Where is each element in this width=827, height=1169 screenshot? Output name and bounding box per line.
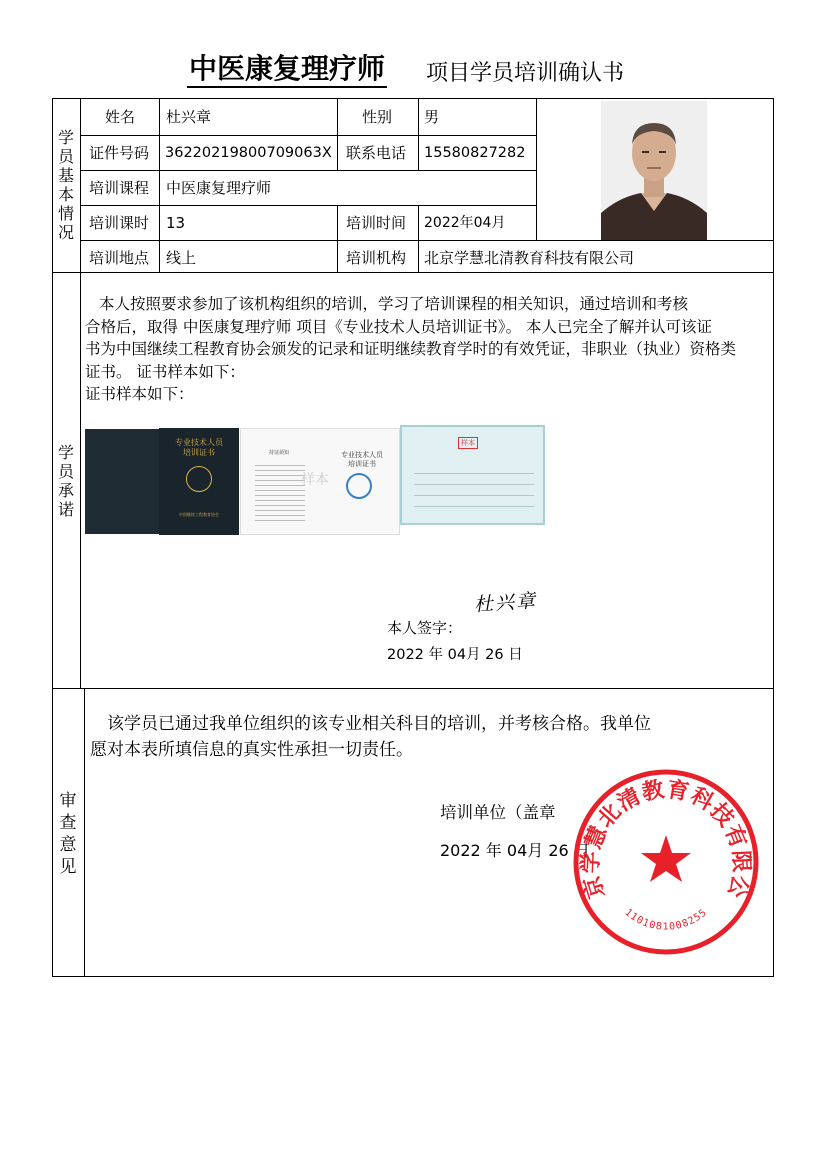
course-label: 培训课程	[89, 179, 150, 197]
certificate-back-cover	[85, 429, 161, 534]
student-photo	[601, 101, 707, 240]
place-value: 线上	[166, 249, 197, 267]
svg-text:1101081008255	[622, 907, 709, 933]
org-value: 北京学慧北清教育科技有限公司	[424, 249, 635, 267]
name-label: 姓名	[105, 108, 136, 126]
commitment-text: 本人按照要求参加了该机构组织的培训，学习了培训课程的相关知识，通过培训和考核 合格后，取得 中医康复理疗师 项目《专业技术人员培训证书》。 本人已完全了解并认可该证 书为中国继续工程教育协会颁发的记录和证明继续教育学时的有效凭证，非职业（执业）资格类 证书。 证书样本如下： 证书样本如下：	[85, 293, 775, 406]
training-unit-label: 培训单位（盖章	[440, 803, 556, 822]
time-value: 2022年04月	[424, 215, 506, 231]
section-label-student-info: 学 员 基 本 情 况	[57, 128, 74, 242]
commitment-date: 2022 年 04月 26 日	[387, 647, 523, 663]
handwritten-signature: 杜兴章	[473, 589, 538, 617]
certificate-inner-pages: 持证须知 专业技术人员 培训证书 样本	[240, 428, 400, 535]
svg-text:北京学慧北清教育科技有限公司	[571, 767, 754, 902]
phone-value: 15580827282	[424, 145, 526, 161]
page-subtitle: 项目学员培训确认书	[426, 61, 625, 86]
section-label-review: 审 查 意 见	[59, 791, 77, 877]
sample-tag: 样本	[458, 437, 478, 449]
id-label: 证件号码	[89, 144, 150, 162]
seal-text: 京学慧北清教育科技有限公	[577, 776, 755, 902]
seal-star-icon	[641, 835, 691, 882]
course-value: 中医康复理疗师	[166, 179, 272, 197]
place-label: 培训地点	[89, 249, 150, 267]
hours-label: 培训课时	[89, 214, 150, 232]
org-label: 培训机构	[346, 249, 407, 267]
gender-value: 男	[424, 108, 440, 126]
review-date: 2022 年 04月 26 日	[440, 841, 590, 860]
certificate-sample-page	[400, 425, 545, 525]
certificate-front-cover: 专业技术人员 培训证书 中国继续工程教育协会	[159, 428, 239, 535]
time-label: 培训时间	[346, 214, 407, 232]
gender-label: 性别	[362, 108, 393, 126]
official-seal	[571, 767, 761, 957]
page-title: 中医康复理疗师	[187, 52, 387, 88]
sample-label: 证书样本如下：	[85, 385, 194, 403]
inner-emblem-icon	[346, 473, 372, 499]
section-label-commitment: 学 员 承 诺	[57, 443, 74, 519]
name-value: 杜兴章	[166, 108, 212, 126]
hours-value: 13	[166, 214, 186, 232]
review-text: 该学员已通过我单位组织的该专业相关科目的培训，并考核合格。我单位 愿对本表所填信息的真实性承担一切责任。	[90, 714, 651, 760]
seal-number: 1101081008255	[622, 907, 710, 933]
cover-emblem-icon	[186, 466, 212, 492]
id-value: 36220219800709063X	[165, 145, 332, 161]
signature-label: 本人签字：	[387, 619, 463, 637]
phone-label: 联系电话	[346, 144, 407, 162]
